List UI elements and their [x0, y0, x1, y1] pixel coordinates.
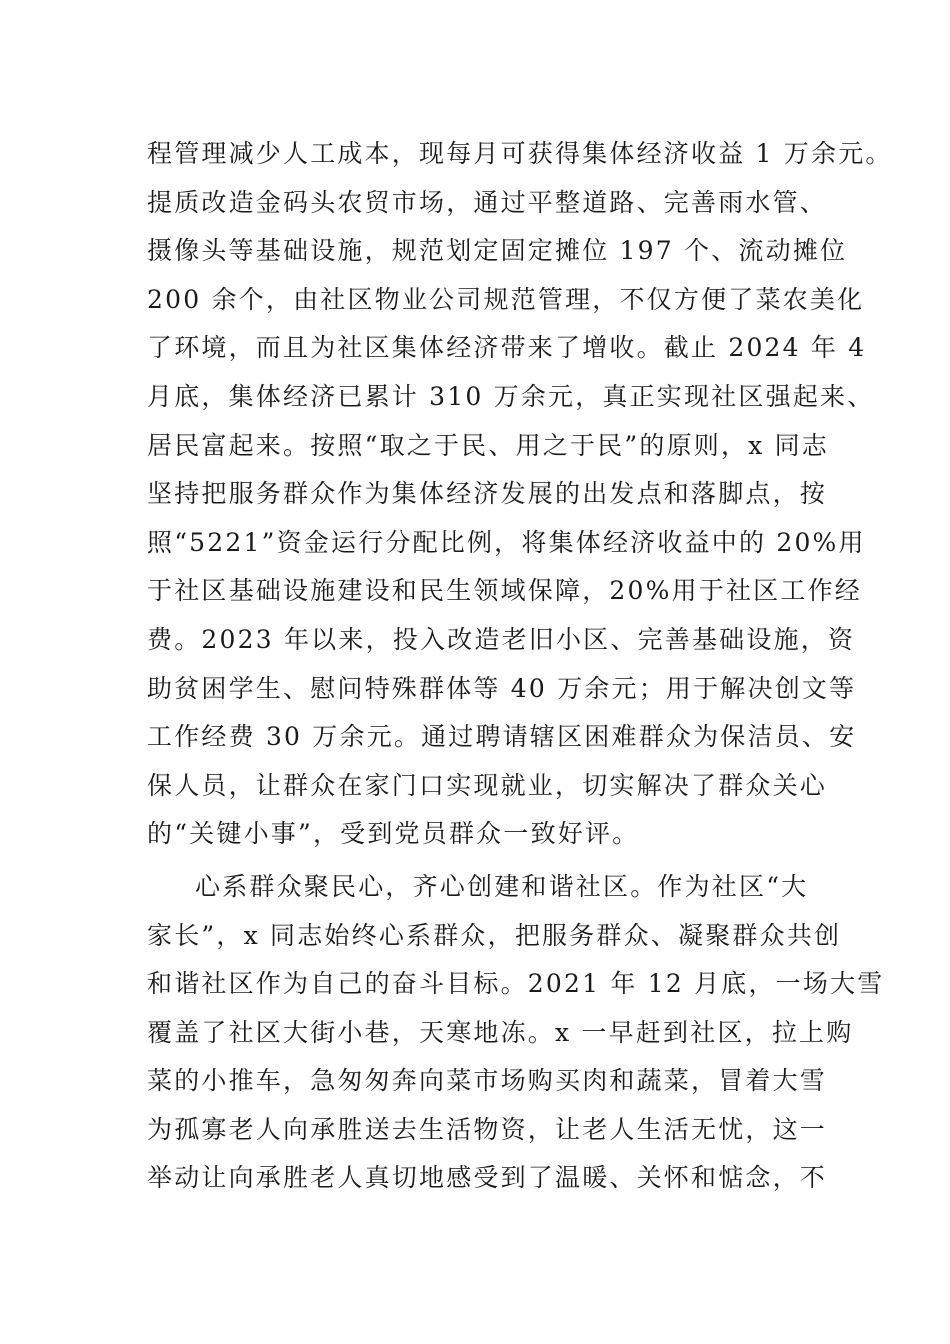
text-line: 摄像头等基础设施，规范划定固定摊位 197 个、流动摊位	[147, 236, 848, 266]
text-line: 家长”，x 同志始终心系群众，把服务群众、凝聚群众共创	[147, 920, 842, 950]
text-line: 举动让向承胜老人真切地感受到了温暖、关怀和惦念，不	[147, 1163, 828, 1193]
text-line: 和谐社区作为自己的奋斗目标。2021 年 12 月底，一场大雪	[147, 969, 885, 999]
text-line: 了环境，而且为社区集体经济带来了增收。截止 2024 年 4	[147, 333, 867, 363]
text-line: 200 余个，由社区物业公司规范管理，不仅方便了菜农美化	[147, 284, 865, 314]
text-line: 为孤寡老人向承胜送去生活物资，让老人生活无忧，这一	[147, 1114, 828, 1144]
text-line: 程管理减少人工成本，现每月可获得集体经济收益 1 万余元。	[147, 139, 893, 168]
text-line: 照“5221”资金运行分配比例，将集体经济收益中的 20%用	[147, 527, 866, 557]
paragraph-2	[147, 863, 885, 1203]
body-text	[147, 130, 893, 1203]
text-line: 居民富起来。按照“取之于民、用之于民”的原则，x 同志	[147, 430, 830, 460]
text-line: 月底，集体经济已累计 310 万余元，真正实现社区强起来、	[147, 381, 875, 411]
text-line: 的“关键小事”，受到党员群众一致好评。	[147, 819, 640, 849]
text-line: 覆盖了社区大街小巷，天寒地冻。x 一早赶到社区，拉上购	[147, 1017, 854, 1047]
text-line: 助贫困学生、慰问特殊群体等 40 万余元；用于解决创文等	[147, 673, 857, 703]
text-line: 菜的小推车，急匆匆奔向菜市场购买肉和蔬菜，冒着大雪	[147, 1066, 828, 1096]
paragraph-1	[147, 130, 893, 859]
text-line: 保人员，让群众在家门口实现就业，切实解决了群众关心	[147, 770, 828, 800]
text-line: 心系群众聚民心，齐心创建和谐社区。作为社区“大	[195, 871, 809, 901]
text-line: 坚持把服务群众作为集体经济发展的出发点和落脚点，按	[147, 479, 828, 509]
text-line: 工作经费 30 万余元。通过聘请辖区困难群众为保洁员、安	[147, 722, 857, 752]
text-line: 于社区基础设施建设和民生领域保障，20%用于社区工作经	[147, 576, 862, 606]
text-line: 提质改造金码头农贸市场，通过平整道路、完善雨水管、	[147, 187, 828, 217]
text-line: 费。2023 年以来，投入改造老旧小区、完善基础设施，资	[147, 624, 856, 654]
